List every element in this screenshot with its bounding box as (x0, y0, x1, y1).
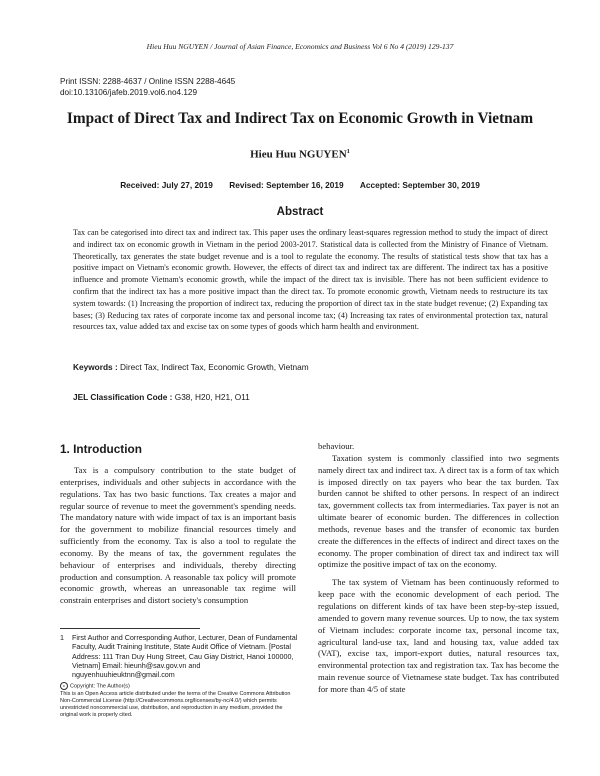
abstract-heading: Abstract (276, 206, 324, 218)
abstract-text: Tax can be categorised into direct tax and indirect tax. This paper uses the ordinary least-squares regression method to study the impact of direct and indirect tax on economic growth in Vietnam in the period 2003-2017. Statistical data is collected from the Ministry of Finance of Vietnam. Theoretically, tax generates the state budget revenue and is a tool to regulate the economy. The results of statistical tests show that tax has a positive impact on Vietnam's economic growth. However, the effects of direct tax and indirect tax are different. The indirect tax has a positive influence and promote Vietnam's economic growth, while the impact of the direct tax is invisible. There has not been sufficient evidence to confirm that the indirect tax has a more positive impact than the direct tax. To promote economic growth, Vietnam needs to restructure its tax system towards: (1) Increasing the proportion of indirect tax, reducing the proportion of direct tax in the state budget revenue; (2) Expanding tax bases; (3) Reducing tax rates of corporate income tax and personal income tax; (4) Increasing tax rates of environmental protection tax, natural resources tax, value added tax and excise tax on some types of goods which harm health and environment. (73, 228, 548, 332)
copyright-line: Copyright: The Author(s) (70, 683, 130, 690)
author-line (0, 148, 600, 161)
running-head: Hieu Huu NGUYEN / Journal of Asian Finance, Economics and Business Vol 6 No 4 (2019) 129-137 (146, 42, 454, 51)
footnote-text: First Author and Corresponding Author, Lecturer, Dean of Fundamental Faculty, Audit Training Institute, State Audit Office of Vietnam. [Postal Address: 111 Tran Duy Hung Street, Cau Giay District, Hanoi 100000, Vietnam] Email: hieunh@sav.gov.vn and nguyenhuuhieuktnn@gmail.com (72, 633, 298, 680)
accepted-date: Accepted: September 30, 2019 (359, 180, 480, 190)
jel-line (73, 392, 548, 402)
copyright-notice (60, 682, 300, 719)
footnote-number: 1 (60, 633, 64, 642)
article-dates (0, 180, 600, 190)
keywords-label: Keywords : (73, 362, 118, 372)
footnote-divider (60, 628, 200, 629)
footnote (60, 633, 300, 679)
keywords-line (73, 362, 548, 372)
issn-line: Print ISSN: 2288-4637 / Online ISSN 2288-4645 (60, 77, 236, 86)
intro-paragraph-2: Taxation system is commonly classified into two segments namely direct tax and indirect tax. A direct tax is a form of tax which is imposed directly on tax payers who bear the tax burden. Tax burden cannot be shifted to other persons. In respect of an indirect tax, government collects tax from intermediaries. Tax payer is not an ultimate bearer of economic burden. The differences in collection methods, revenue bases and the transfer of economic tax burden create the differences in the effects of indirect and direct taxes on the economy. The proper combination of direct tax and indirect tax will optimize the positive impact of tax on the economy. (318, 452, 559, 570)
intro-paragraph-1: Tax is a compulsory contribution to the state budget of enterprises, individuals and other subjects in accordance with the regulations. Tax has two basic functions. Tax creates a major and regular source of revenue to meet the government's spending needs. The mandatory nature with wide impact of tax is an important basis for the government to mobilize financial resources timely and sufficiently from the economy. Tax is also a tool to regulate the economy. By the means of tax, the government regulates the behaviour of enterprises and individuals, thereby directing production and consumption. A reasonable tax policy will promote economic growth, whereas an unreasonable tax regime will constrain enterprises and distort society's consumption (60, 465, 296, 606)
revised-date: Revised: September 16, 2019 (229, 180, 344, 190)
doi-line: doi:10.13106/jafeb.2019.vol6.no4.129 (60, 88, 198, 97)
copyright-icon: c (60, 682, 68, 690)
keywords-value: Direct Tax, Indirect Tax, Economic Growth, Vietnam (117, 362, 309, 372)
license-text: This is an Open Access article distributed under the terms of the Creative Commons Attribution Non-Commercial License (http://Creativecommons.org/licenses/by-nc/4.0/) which permits unrestricted noncommercial use, distribution, and reproduction in any medium, provided the original work is properly cited. (60, 690, 291, 719)
paper-title: Impact of Direct Tax and Indirect Tax on Economic Growth in Vietnam (66, 110, 534, 127)
author-footnote-mark: 1 (346, 148, 350, 155)
received-date: Received: July 27, 2019 (120, 180, 213, 190)
publication-info (60, 76, 235, 98)
section-heading-introduction: 1. Introduction (60, 442, 142, 456)
intro-paragraph-3: The tax system of Vietnam has been continuously reformed to keep pace with the economic development of each period. The regulations on different kinds of tax have been step-by-step issued, amended to govern many revenue sources. Up to now, the tax system of Vietnam includes: corporate income tax, personal income tax, agricultural land-use tax, land and housing tax, value added tax (VAT), excise tax, import-export duties, natural resources tax, environmental protection tax and registration tax. Tax has become the main revenue source of Vietnamese state budget. Tax has contributed for more than 4/5 of state (318, 577, 559, 694)
author-name: Hieu Huu NGUYEN (250, 148, 347, 161)
left-column (60, 442, 296, 607)
jel-label: JEL Classification Code : (73, 392, 173, 402)
jel-value: G38, H20, H21, O11 (172, 392, 250, 402)
intro-continuation: behaviour. (318, 441, 355, 451)
right-column (318, 441, 559, 696)
